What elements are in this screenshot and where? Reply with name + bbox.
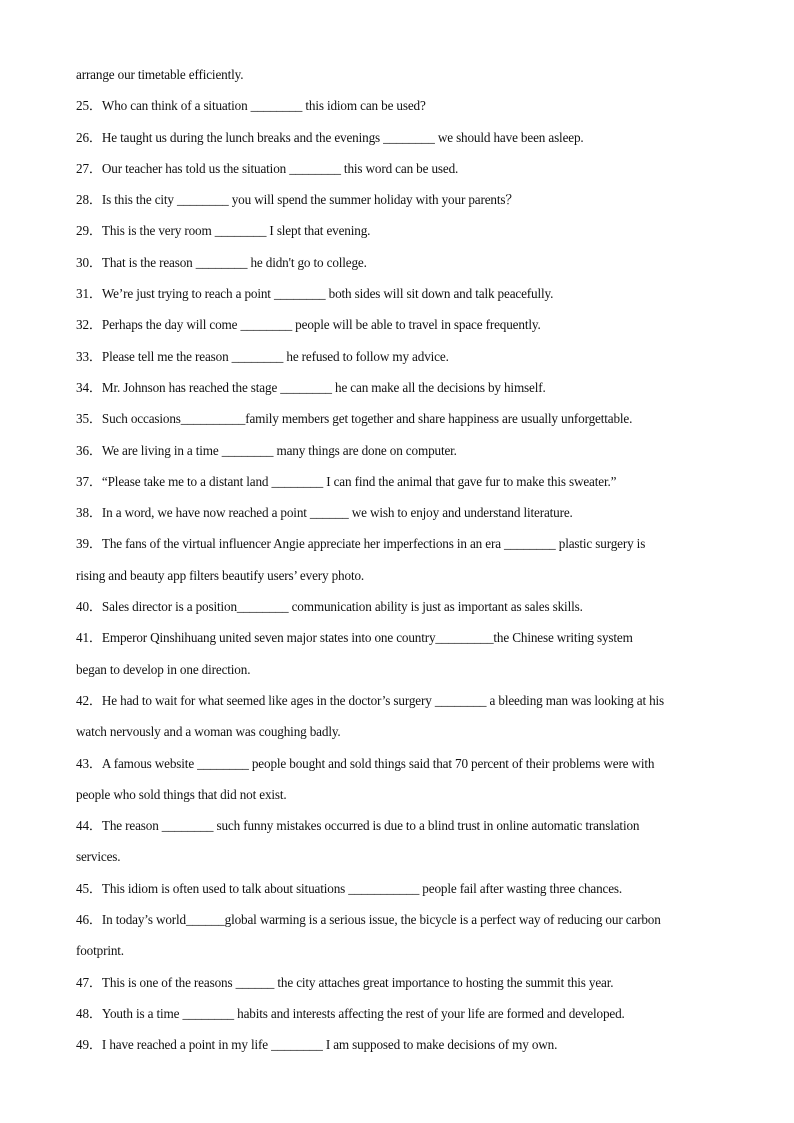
text-line: 45．This idiom is often used to talk about situations ___________ people fail after wasting three chances.	[76, 880, 623, 896]
text-line: 30．That is the reason ________ he didn't go to college.	[76, 254, 367, 270]
exercise-lines	[76, 64, 726, 1066]
text-line: 43．A famous website ________ people bought and sold things said that 70 percent of their problems were with	[76, 755, 655, 771]
text-line: people who sold things that did not exist.	[76, 786, 287, 802]
text-line: 48．Youth is a time ________ habits and interests affecting the rest of your life are formed and developed.	[76, 1005, 625, 1021]
text-line: watch nervously and a woman was coughing badly.	[76, 724, 341, 740]
text-line: arrange our timetable efficiently.	[76, 67, 244, 82]
text-line: 25．Who can think of a situation ________ this idiom can be used?	[76, 98, 426, 114]
text-line: 44．The reason ________ such funny mistakes occurred is due to a blind trust in online automatic translation	[76, 818, 640, 834]
text-line: rising and beauty app filters beautify users’ every photo.	[76, 567, 365, 583]
text-line: 31．We’re just trying to reach a point ________ both sides will sit down and talk peacefully.	[76, 286, 554, 302]
text-line: 26．He taught us during the lunch breaks and the evenings ________ we should have been asleep.	[76, 129, 584, 145]
text-line: footprint.	[76, 943, 124, 959]
text-line: 37．“Please take me to a distant land ________ I can find the animal that gave fur to make this sweater.”	[76, 473, 617, 489]
text-line: 32．Perhaps the day will come ________ people will be able to travel in space frequently.	[76, 317, 541, 333]
text-line: 34．Mr. Johnson has reached the stage ________ he can make all the decisions by himself.	[76, 379, 546, 395]
text-line: 41．Emperor Qinshihuang united seven major states into one country_________the Chinese writing system	[76, 630, 633, 646]
text-line: 40．Sales director is a position________ communication ability is just as important as sales skills.	[76, 599, 583, 615]
text-line: 39．The fans of the virtual influencer Angie appreciate her imperfections in an era ________ plastic surgery is	[76, 536, 646, 552]
text-line: 46．In today’s world______global warming is a serious issue, the bicycle is a perfect way of reducing our carbon	[76, 912, 661, 928]
text-line: 49．I have reached a point in my life ________ I am supposed to make decisions of my own.	[76, 1037, 558, 1053]
text-line: 27．Our teacher has told us the situation ________ this word can be used.	[76, 160, 459, 176]
text-line: services.	[76, 849, 121, 865]
text-line: 38．In a word, we have now reached a point ______ we wish to enjoy and understand literature.	[76, 505, 573, 521]
text-line: began to develop in one direction.	[76, 661, 251, 677]
text-line: 36．We are living in a time ________ many things are done on computer.	[76, 442, 457, 458]
text-line: 35．Such occasions__________family members get together and share happiness are usually unforgettable.	[76, 411, 633, 427]
text-line: 42．He had to wait for what seemed like ages in the doctor’s surgery ________ a bleeding man was looking at his	[76, 692, 665, 708]
text-line: 29．This is the very room ________ I slept that evening.	[76, 223, 371, 239]
text-line: 47．This is one of the reasons ______ the city attaches great importance to hosting the summit this year.	[76, 974, 614, 990]
text-line: 33．Please tell me the reason ________ he refused to follow my advice.	[76, 348, 449, 364]
text-line: 28．Is this the city ________ you will spend the summer holiday with your parents？	[76, 192, 519, 208]
